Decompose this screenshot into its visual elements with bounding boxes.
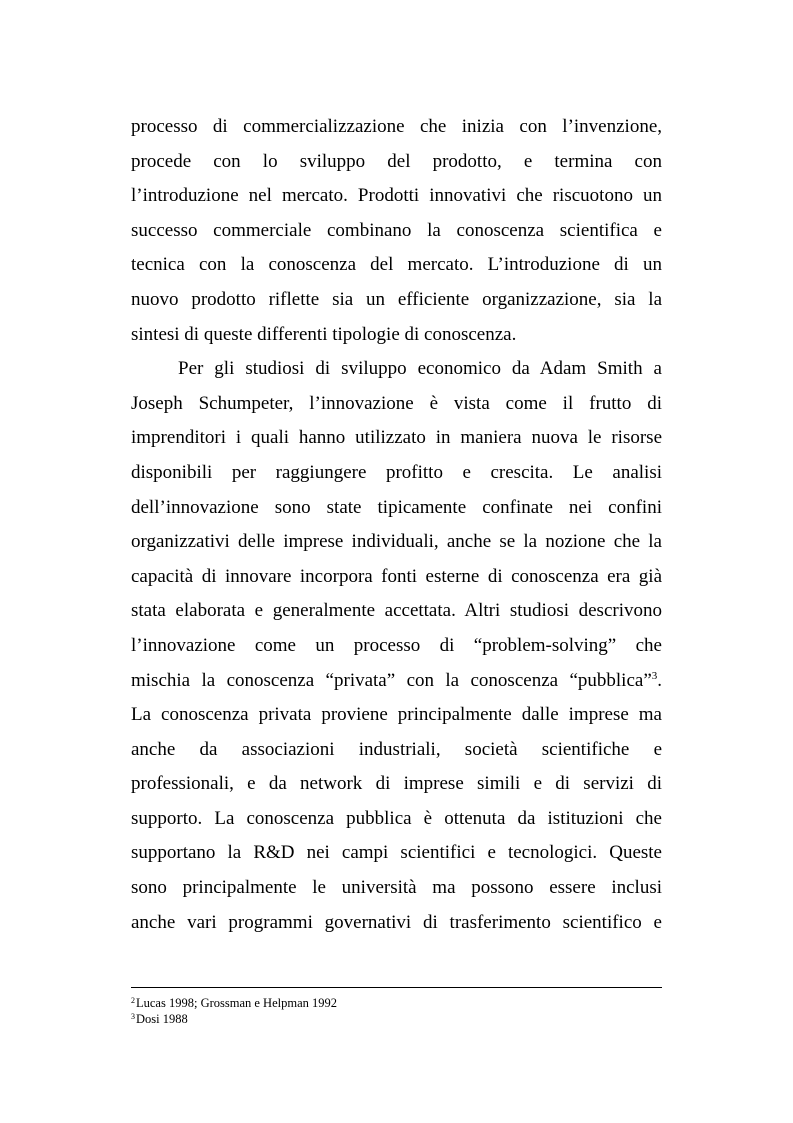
footnote-ref-period: . <box>657 669 662 691</box>
text-line: Per gli studiosi di sviluppo economico da Adam Smith a <box>178 358 662 380</box>
text-line: anche vari programmi governativi di trasferimento scientifico e <box>131 911 662 933</box>
footnote-ref-3[interactable]: 3 <box>651 669 658 682</box>
text-line: professionali, e da network di imprese simili e di servizi di <box>131 773 662 795</box>
text-line: capacità di innovare incorpora fonti esterne di conoscenza era già <box>131 565 662 587</box>
paragraph-2 <box>131 352 662 940</box>
body-text <box>131 110 662 940</box>
text-line: La conoscenza privata proviene principalmente dalle imprese ma <box>131 704 662 726</box>
text-line: l’introduzione nel mercato. Prodotti innovativi che riscuotono un <box>131 185 662 207</box>
text-line: stata elaborata e generalmente accettata. Altri studiosi descrivono <box>131 600 662 622</box>
paragraph-1 <box>131 110 662 352</box>
footnote-3 <box>131 1011 662 1027</box>
text-line: anche da associazioni industriali, società scientifiche e <box>131 738 662 760</box>
text-line: supporto. La conoscenza pubblica è ottenuta da istituzioni che <box>131 807 662 829</box>
text-line: l’innovazione come un processo di “problem-solving” che <box>131 634 662 656</box>
text-line: tecnica con la conoscenza del mercato. L’introduzione di un <box>131 254 662 276</box>
footnote-number: 2 <box>131 996 135 1005</box>
text-line: successo commerciale combinano la conoscenza scientifica e <box>131 219 662 241</box>
text-line: disponibili per raggiungere profitto e crescita. Le analisi <box>131 461 662 483</box>
footnote-divider <box>131 987 662 988</box>
text-line: sintesi di queste differenti tipologie di conoscenza. <box>131 323 517 345</box>
footnote-text: Dosi 1988 <box>136 1012 188 1026</box>
text-line: nuovo prodotto riflette sia un efficiente organizzazione, sia la <box>131 288 662 310</box>
text-line: processo di commercializzazione che inizia con l’invenzione, <box>131 116 662 137</box>
footnotes <box>131 995 662 1027</box>
text-line: supportano la R&D nei campi scientifici e tecnologici. Queste <box>131 842 662 864</box>
text-line: dell’innovazione sono state tipicamente confinate nei confini <box>131 496 662 518</box>
text-line-with-footnote-ref <box>131 664 662 699</box>
text-line: procede con lo sviluppo del prodotto, e termina con <box>131 150 662 172</box>
text-line: Joseph Schumpeter, l’innovazione è vista come il frutto di <box>131 392 662 414</box>
text-line: sono principalmente le università ma possono essere inclusi <box>131 877 662 899</box>
text-line: organizzativi delle imprese individuali, anche se la nozione che la <box>131 531 662 553</box>
text-line: imprenditori i quali hanno utilizzato in maniera nuova le risorse <box>131 427 662 449</box>
footnote-2 <box>131 995 662 1011</box>
footnote-number: 3 <box>131 1012 135 1021</box>
text-line-content: mischia la conoscenza “privata” con la conoscenza “pubblica” <box>131 669 652 691</box>
footnote-text: Lucas 1998; Grossman e Helpman 1992 <box>136 996 338 1010</box>
